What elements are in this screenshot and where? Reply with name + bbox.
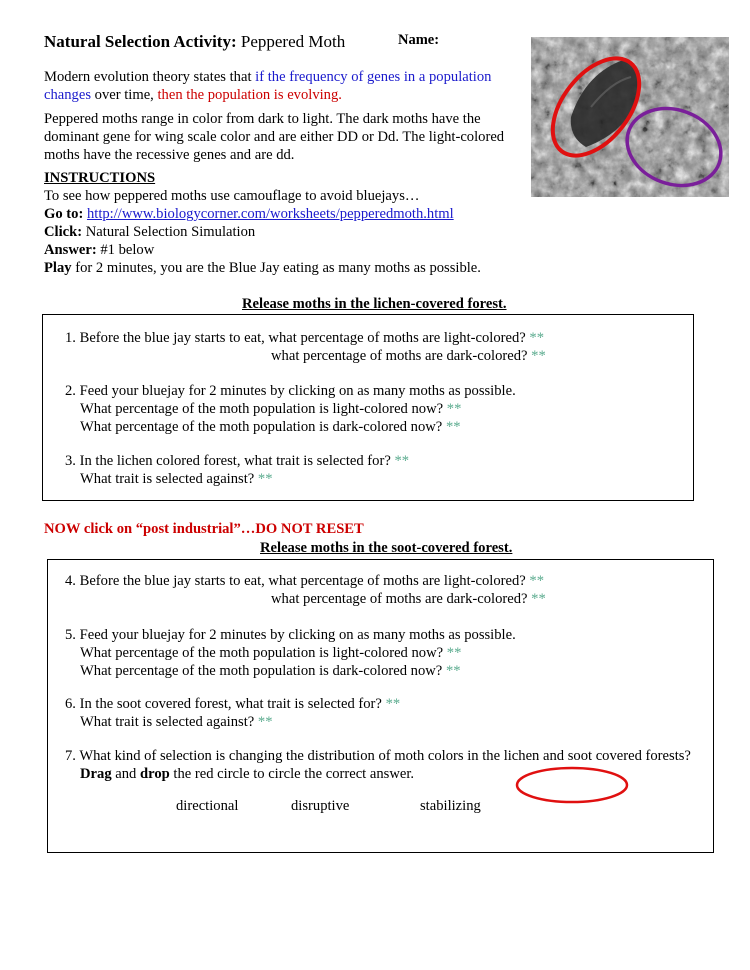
- option-directional: directional: [176, 798, 239, 814]
- section2-box: [47, 559, 714, 853]
- answer-field-4b[interactable]: **: [531, 591, 546, 607]
- intro-paragraph: Modern evolution theory states that if the frequency of genes in a population changes over time, then the population is evolving.: [44, 69, 492, 103]
- draggable-red-circle[interactable]: [514, 765, 630, 805]
- question-2b: What percentage of the moth population is light-colored now? **: [80, 401, 462, 417]
- answer-field-2a[interactable]: **: [446, 401, 462, 417]
- answer-field-1a[interactable]: **: [529, 330, 544, 346]
- answer-field-4a[interactable]: **: [529, 573, 544, 589]
- question-6b: What trait is selected against? **: [80, 714, 273, 730]
- question-4b: what percentage of moths are dark-colored? **: [271, 591, 546, 607]
- instructions-line: To see how peppered moths use camouflage to avoid bluejays…: [44, 188, 420, 204]
- answer-field-6b[interactable]: **: [257, 714, 273, 730]
- name-label: Name:: [398, 32, 440, 48]
- section1-heading: Release moths in the lichen-covered forest.: [242, 296, 507, 312]
- question-1b: what percentage of moths are dark-colored? **: [271, 348, 546, 364]
- click-line: Click: Natural Selection Simulation: [44, 224, 256, 240]
- question-5b: What percentage of the moth population is light-colored now? **: [80, 645, 462, 661]
- question-3: 3. In the lichen colored forest, what trait is selected for? **: [65, 453, 410, 469]
- question-3b: What trait is selected against? **: [80, 471, 273, 487]
- peppered-moth-photo: [531, 37, 729, 197]
- answer-field-6a[interactable]: **: [385, 696, 401, 712]
- section1-box: [42, 314, 694, 501]
- post-industrial-notice: NOW click on “post industrial”…DO NOT RESET: [44, 521, 364, 537]
- question-2: 2. Feed your bluejay for 2 minutes by clicking on as many moths as possible.: [65, 383, 516, 399]
- question-7-instruction: Drag and drop the red circle to circle the correct answer.: [80, 766, 415, 782]
- option-stabilizing: stabilizing: [420, 798, 481, 814]
- section2-heading: Release moths in the soot-covered forest.: [260, 540, 513, 556]
- instructions-heading: INSTRUCTIONS: [44, 170, 156, 186]
- question-5: 5. Feed your bluejay for 2 minutes by clicking on as many moths as possible.: [65, 627, 516, 643]
- question-7: 7. What kind of selection is changing the distribution of moth colors in the lichen and soot covered forests?: [65, 748, 691, 764]
- page-title: Natural Selection Activity: Peppered Moth: [44, 32, 346, 51]
- play-line: Play for 2 minutes, you are the Blue Jay eating as many moths as possible.: [44, 260, 481, 276]
- answer-field-3b[interactable]: **: [257, 471, 273, 487]
- simulation-link[interactable]: http://www.biologycorner.com/worksheets/pepperedmoth.html: [86, 206, 454, 222]
- question-4: 4. Before the blue jay starts to eat, what percentage of moths are light-colored? **: [65, 573, 544, 589]
- answer-field-3a[interactable]: **: [394, 453, 410, 469]
- question-2c: What percentage of the moth population is dark-colored now? **: [80, 419, 461, 435]
- answer-line: Answer: #1 below: [44, 242, 155, 258]
- answer-field-5a[interactable]: **: [446, 645, 462, 661]
- goto-line: Go to: http://www.biologycorner.com/worksheets/pepperedmoth.html: [44, 206, 454, 222]
- answer-field-1b[interactable]: **: [531, 348, 546, 364]
- question-6: 6. In the soot covered forest, what trait is selected for? **: [65, 696, 401, 712]
- question-5c: What percentage of the moth population is dark-colored now? **: [80, 663, 461, 679]
- answer-field-5b[interactable]: **: [445, 663, 461, 679]
- option-disruptive: disruptive: [291, 798, 350, 814]
- answer-field-2b[interactable]: **: [445, 419, 461, 435]
- question-1: 1. Before the blue jay starts to eat, what percentage of moths are light-colored? **: [65, 330, 544, 346]
- moth-description-paragraph: Peppered moths range in color from dark to light. The dark moths have the dominant gene for wing scale color and are either DD or Dd. The light-colored moths have the recessive genes and are dd.: [44, 111, 505, 163]
